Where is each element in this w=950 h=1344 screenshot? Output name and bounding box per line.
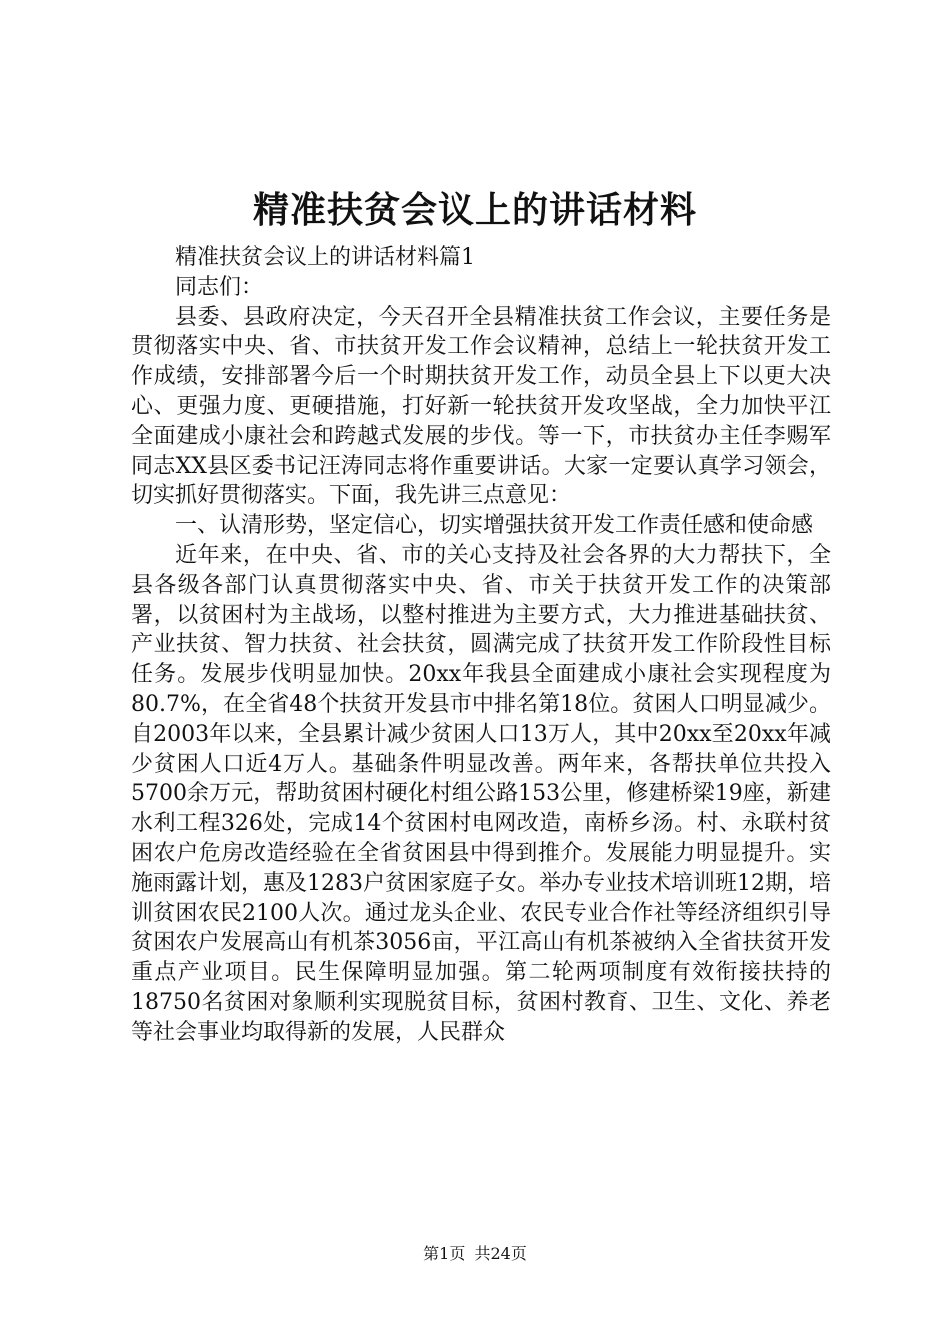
- subsection-heading: 一、认清形势，坚定信心，切实增强扶贫开发工作责任感和使命感: [175, 513, 814, 539]
- section-heading: 精准扶贫会议上的讲话材料篇1: [175, 245, 475, 270]
- page-footer: [0, 1243, 950, 1265]
- salutation: 同志们：: [175, 274, 264, 300]
- paragraph: 县委、县政府决定，今天召开全县精准扶贫工作会议，主要任务是贯彻落实中央、省、市扶贫开发工作会议精神，总结上一轮扶贫开发工作成绩，安排部署今后一个时期扶贫开发工作，动员全县上下以更大决心、更强力度、更硬措施，打好新一轮扶贫开发攻坚战，全力加快平江全面建成小康社会和跨越式发展的步伐。等一下，市扶贫办主任李赐军同志XX县区委书记汪涛同志将作重要讲话。大家一定要认真学习领会，切实抓好贯彻落实。下面，我先讲三点意见：: [131, 304, 831, 509]
- document-title: 精准扶贫会议上的讲话材料: [252, 189, 697, 231]
- page-total: 共24页: [474, 1244, 527, 1263]
- paragraph: 近年来，在中央、省、市的关心支持及社会各界的大力帮扶下，全县各级各部门认真贯彻落实中央、省、市关于扶贫开发工作的决策部署，以贫困村为主战场，以整村推进为主要方式，大力推进基础扶贫、产业扶贫、智力扶贫、社会扶贫，圆满完成了扶贫开发工作阶段性目标任务。发展步伐明显加快。20xx年我县全面建成小康社会实现程度为80.7%，在全省48个扶贫开发县市中排名第18位。贫困人口明显减少。自2003年以来，全县累计减少贫困人口13万人，其中20xx至20xx年减少贫困人口近4万人。基础条件明显改善。两年来，各帮扶单位共投入5700余万元，帮助贫困村硬化村组公路153公里，修建桥梁19座，新建水利工程326处，完成14个贫困村电网改造，南桥乡汤。村、永联村贫困农户危房改造经验在全省贫困县中得到推介。发展能力明显提升。实施雨露计划，惠及1283户贫困家庭子女。举办专业技术培训班12期，培训贫困农民2100人次。通过龙头企业、农民专业合作社等经济组织引导贫困农户发展高山有机茶3056亩，平江高山有机茶被纳入全省扶贫开发重点产业项目。民生保障明显加强。第二轮两项制度有效衔接扶持的18750名贫困对象顺利实现脱贫目标，贫困村教育、卫生、文化、养老等社会事业均取得新的发展，人民群众: [131, 542, 831, 1045]
- document-body: [131, 243, 831, 1048]
- page-number: 第1页: [423, 1244, 466, 1263]
